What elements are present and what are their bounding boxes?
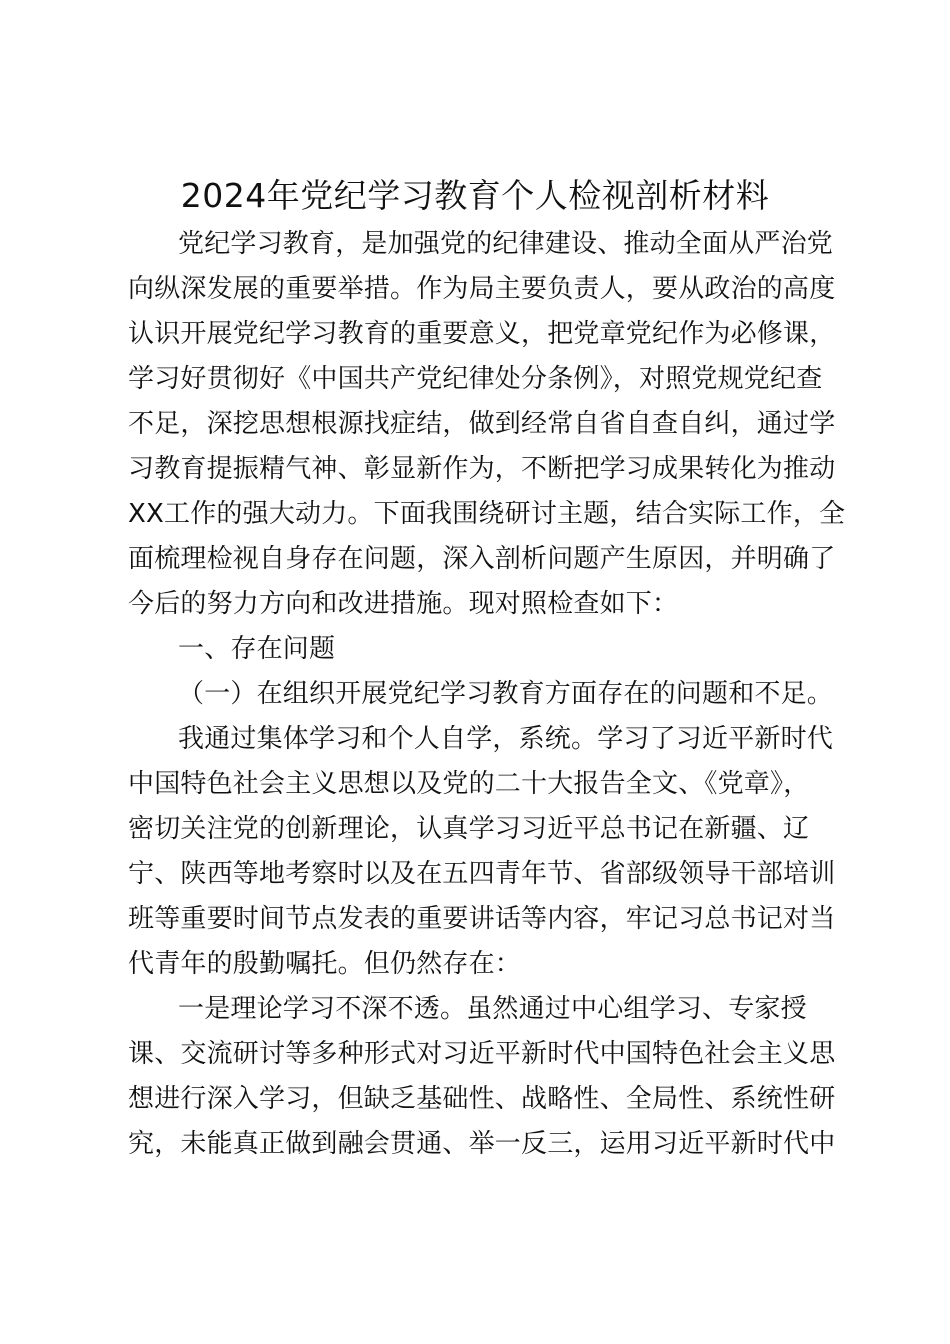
paragraph-line: 究，未能真正做到融会贯通、举一反三，运用习近平新时代中 xyxy=(128,1129,836,1159)
paragraph-line: 面梳理检视自身存在问题，深入剖析问题产生原因，并明确了 xyxy=(128,544,836,574)
paragraph-line: XX工作的强大动力。下面我围绕研讨主题，结合实际工作，全 xyxy=(128,499,846,529)
paragraph-line: 宁、陕西等地考察时以及在五四青年节、省部级领导干部培训 xyxy=(128,859,836,889)
paragraph-line: 党纪学习教育，是加强党的纪律建设、推动全面从严治党 xyxy=(178,229,834,259)
document-title: 2024年党纪学习教育个人检视剖析材料 xyxy=(180,176,770,215)
paragraph-line: 代青年的殷勤嘱托。但仍然存在： xyxy=(128,949,522,979)
paragraph-line: 认识开展党纪学习教育的重要意义，把党章党纪作为必修课， xyxy=(128,319,836,349)
paragraph-line: 向纵深发展的重要举措。作为局主要负责人，要从政治的高度 xyxy=(128,274,836,304)
paragraph-line: 一是理论学习不深不透。虽然通过中心组学习、专家授 xyxy=(178,994,807,1024)
paragraph-line: 密切关注党的创新理论，认真学习习近平总书记在新疆、辽 xyxy=(128,814,810,844)
paragraph-line: 班等重要时间节点发表的重要讲话等内容，牢记习总书记对当 xyxy=(128,904,836,934)
paragraph-line: 习教育提振精气神、彰显新作为，不断把学习成果转化为推动 xyxy=(128,454,836,484)
paragraph-line: 课、交流研讨等多种形式对习近平新时代中国特色社会主义思 xyxy=(128,1039,836,1069)
paragraph-line: 我通过集体学习和个人自学，系统。学习了习近平新时代 xyxy=(178,724,834,754)
subsection-heading: （一）在组织开展党纪学习教育方面存在的问题和不足。 xyxy=(178,679,834,709)
paragraph-line: 中国特色社会主义思想以及党的二十大报告全文、《党章》， xyxy=(128,769,810,799)
paragraph-line: 今后的努力方向和改进措施。现对照检查如下： xyxy=(128,589,679,619)
section-heading: 一、存在问题 xyxy=(178,634,336,664)
paragraph-line: 想进行深入学习，但缺乏基础性、战略性、全局性、系统性研 xyxy=(128,1084,836,1114)
paragraph-line: 学习好贯彻好《中国共产党纪律处分条例》，对照党规党纪查 xyxy=(128,364,823,394)
paragraph-line: 不足，深挖思想根源找症结，做到经常自省自查自纠，通过学 xyxy=(128,409,836,439)
